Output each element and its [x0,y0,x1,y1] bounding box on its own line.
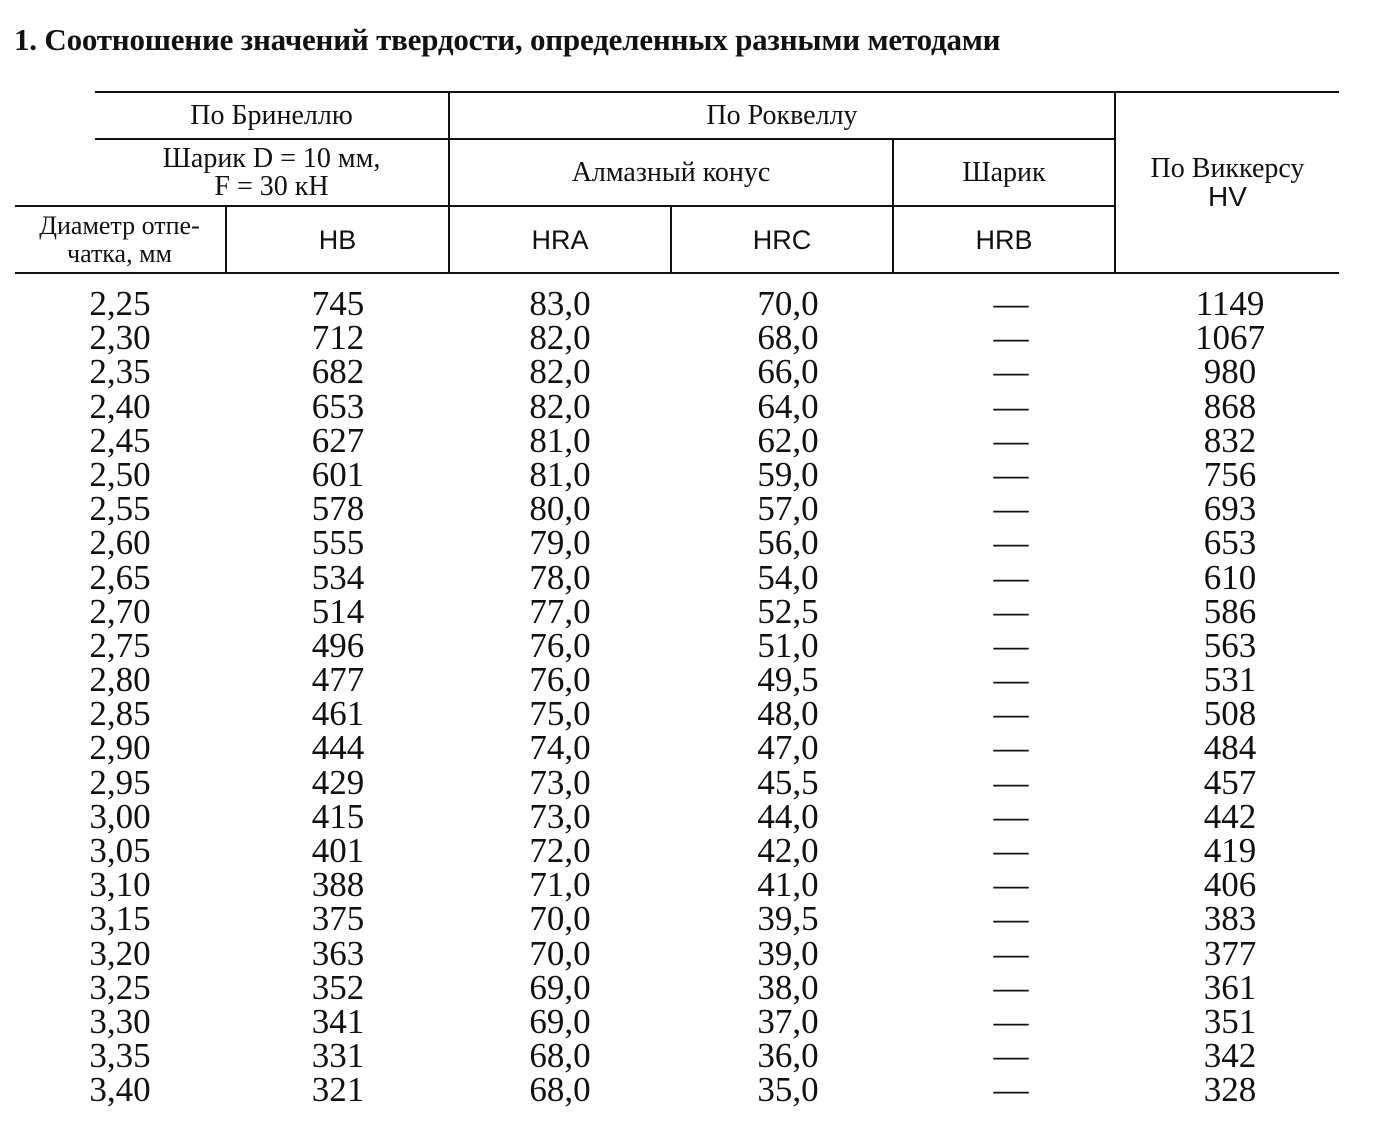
hra-cell: 79,0 [529,523,591,563]
hrc-cell: 39,5 [757,899,819,939]
hrc-cell: 38,0 [757,967,819,1007]
diameter-cell: 3,20 [89,933,151,973]
hb-cell: 653 [311,386,365,426]
hrc-cell: 44,0 [757,796,819,836]
hv-cell: 868 [1203,386,1257,426]
table-row [0,762,1383,802]
header-vickers [1116,93,1339,272]
hb-cell: 601 [311,454,365,494]
hv-cell: 508 [1203,694,1257,734]
hrb-cell: — [993,420,1029,460]
table-row [0,523,1383,563]
hrc-cell: 49,5 [757,660,819,700]
table-row [0,933,1383,973]
hv-cell: 377 [1203,933,1257,973]
hrc-cell: 52,5 [757,591,819,631]
table-row [0,865,1383,905]
hrb-cell: — [993,865,1029,905]
diameter-cell: 3,10 [89,865,151,905]
table-row [0,557,1383,597]
header-vickers-line1: По Виккерсу [1150,152,1305,184]
hv-cell: 361 [1203,967,1257,1007]
hrc-cell: 37,0 [757,1001,819,1041]
header-diameter-line1: Диаметр отпе- [39,210,200,240]
header-diameter [14,207,225,272]
hra-cell: 70,0 [529,899,591,939]
hb-cell: 712 [311,318,365,358]
diameter-cell: 2,35 [89,352,151,392]
hb-cell: 745 [311,284,365,323]
hra-cell: 82,0 [529,318,591,358]
hrc-cell: 62,0 [757,420,819,460]
hv-cell: 351 [1203,1001,1257,1041]
hrc-cell: 48,0 [757,694,819,734]
hrb-cell: — [993,352,1029,392]
hrb-cell: — [993,489,1029,529]
diameter-cell: 2,40 [89,386,151,426]
header-hra: HRA [531,224,589,255]
header-hrc: HRC [752,224,812,255]
diameter-cell: 2,30 [89,318,151,358]
hra-cell: 68,0 [529,1036,591,1076]
hv-cell: 419 [1203,831,1257,870]
hv-cell: 563 [1203,625,1257,665]
hrc-cell: 56,0 [757,523,819,563]
hb-cell: 496 [311,625,365,665]
hrb-cell: — [993,1036,1029,1076]
hv-cell: 328 [1203,1070,1257,1110]
hrc-cell: 66,0 [757,352,819,392]
hv-cell: 531 [1203,660,1257,700]
hrb-cell: — [993,318,1029,358]
hv-cell: 693 [1203,489,1257,529]
table-title: 1. Соотношение значений твердости, определенных разными методами [14,22,1001,57]
header-diamond-cone: Алмазный конус [571,156,771,188]
hrb-cell: — [993,967,1029,1007]
table-row [0,420,1383,460]
diameter-cell: 3,40 [89,1070,151,1110]
header-ball-params [95,140,448,205]
hb-cell: 341 [311,1001,365,1041]
diameter-cell: 2,80 [89,660,151,700]
hv-cell: 1067 [1195,318,1265,358]
header-diameter-line2: чатка, мм [67,238,172,268]
hrc-cell: 35,0 [757,1070,819,1110]
hb-cell: 534 [311,557,365,597]
hrc-cell: 36,0 [757,1036,819,1076]
diameter-cell: 2,95 [89,762,151,802]
header-brinell: По Бринеллю [190,99,353,131]
diameter-cell: 2,60 [89,523,151,563]
diameter-cell: 2,85 [89,694,151,734]
hrb-cell: — [993,933,1029,973]
table-row [0,1070,1383,1110]
diameter-cell: 3,15 [89,899,151,939]
header-ball-line2: F = 30 кН [214,170,329,202]
diameter-cell: 2,90 [89,728,151,768]
hra-cell: 82,0 [529,386,591,426]
hrc-cell: 70,0 [757,284,819,323]
hra-cell: 73,0 [529,762,591,802]
hb-cell: 331 [311,1036,365,1076]
hrb-cell: — [993,454,1029,494]
table-row [0,318,1383,358]
table-row [0,489,1383,529]
hrb-cell: — [993,831,1029,870]
hb-cell: 429 [311,762,365,802]
hra-cell: 80,0 [529,489,591,529]
hrb-cell: — [993,728,1029,768]
hrb-cell: — [993,796,1029,836]
hb-cell: 461 [311,694,365,734]
hb-cell: 555 [311,523,365,563]
hra-cell: 69,0 [529,967,591,1007]
hrb-cell: — [993,284,1029,323]
hrc-cell: 39,0 [757,933,819,973]
table-row [0,831,1383,870]
hb-cell: 401 [311,831,365,870]
hrc-cell: 41,0 [757,865,819,905]
hv-cell: 342 [1203,1036,1257,1076]
hra-cell: 70,0 [529,933,591,973]
hra-cell: 71,0 [529,865,591,905]
hra-cell: 73,0 [529,796,591,836]
hb-cell: 352 [311,967,365,1007]
table-row [0,1001,1383,1041]
diameter-cell: 3,35 [89,1036,151,1076]
table-row [0,352,1383,392]
header-hrb: HRB [975,224,1033,255]
hra-cell: 82,0 [529,352,591,392]
header-ball: Шарик [962,156,1046,188]
table-row [0,625,1383,665]
hra-cell: 81,0 [529,420,591,460]
hv-cell: 1149 [1195,284,1265,323]
hb-cell: 682 [311,352,365,392]
hrc-cell: 64,0 [757,386,819,426]
hrb-cell: — [993,660,1029,700]
hv-cell: 457 [1203,762,1257,802]
table-row [0,660,1383,700]
hra-cell: 81,0 [529,454,591,494]
diameter-cell: 3,05 [89,831,151,870]
hrb-cell: — [993,694,1029,734]
hra-cell: 69,0 [529,1001,591,1041]
table-row [0,454,1383,494]
hrc-cell: 57,0 [757,489,819,529]
hb-cell: 578 [311,489,365,529]
hv-cell: 653 [1203,523,1257,563]
hv-cell: 406 [1203,865,1257,905]
table-body [0,284,1383,1110]
hrc-cell: 42,0 [757,831,819,870]
hv-cell: 383 [1203,899,1257,939]
hv-cell: 610 [1203,557,1257,597]
hrb-cell: — [993,625,1029,665]
hb-cell: 321 [311,1070,365,1110]
hrc-cell: 54,0 [757,557,819,597]
table-row [0,796,1383,836]
header-vickers-line2: HV [1208,180,1247,212]
hra-cell: 78,0 [529,557,591,597]
diameter-cell: 2,75 [89,625,151,665]
hv-cell: 756 [1203,454,1257,494]
hrb-cell: — [993,1070,1029,1110]
header-rockwell: По Роквеллу [706,99,858,131]
hra-cell: 76,0 [529,625,591,665]
table-row [0,591,1383,631]
hrb-cell: — [993,386,1029,426]
diameter-cell: 2,65 [89,557,151,597]
hra-cell: 74,0 [529,728,591,768]
table-row [0,967,1383,1007]
hra-cell: 72,0 [529,831,591,870]
hrc-cell: 47,0 [757,728,819,768]
table-row [0,284,1383,323]
hv-cell: 832 [1203,420,1257,460]
hb-cell: 388 [311,865,365,905]
hra-cell: 83,0 [529,284,591,323]
hrc-cell: 51,0 [757,625,819,665]
hv-cell: 442 [1203,796,1257,836]
hb-cell: 477 [311,660,365,700]
hrc-cell: 45,5 [757,762,819,802]
diameter-cell: 3,30 [89,1001,151,1041]
diameter-cell: 3,25 [89,967,151,1007]
diameter-cell: 2,55 [89,489,151,529]
hrb-cell: — [993,523,1029,563]
table-row [0,694,1383,734]
hra-cell: 75,0 [529,694,591,734]
diameter-cell: 2,70 [89,591,151,631]
header-ball-line1: Шарик D = 10 мм, [162,142,381,174]
hv-cell: 980 [1203,352,1257,392]
hb-cell: 514 [311,591,365,631]
header-bottom-rule [15,272,1339,274]
hb-cell: 444 [311,728,365,768]
hrb-cell: — [993,591,1029,631]
hv-cell: 484 [1203,728,1257,768]
hra-cell: 68,0 [529,1070,591,1110]
header-hb: HB [318,224,357,255]
hb-cell: 415 [311,796,365,836]
hra-cell: 76,0 [529,660,591,700]
table-row [0,899,1383,939]
diameter-cell: 2,50 [89,454,151,494]
hb-cell: 627 [311,420,365,460]
hra-cell: 77,0 [529,591,591,631]
diameter-cell: 3,00 [89,796,151,836]
hrb-cell: — [993,762,1029,802]
hb-cell: 375 [311,899,365,939]
hrc-cell: 59,0 [757,454,819,494]
hrb-cell: — [993,1001,1029,1041]
hrc-cell: 68,0 [757,318,819,358]
hrb-cell: — [993,899,1029,939]
hv-cell: 586 [1203,591,1257,631]
table-row [0,386,1383,426]
table-row [0,1036,1383,1076]
table-row [0,728,1383,768]
hrb-cell: — [993,557,1029,597]
hb-cell: 363 [311,933,365,973]
diameter-cell: 2,45 [89,420,151,460]
diameter-cell: 2,25 [89,284,151,323]
